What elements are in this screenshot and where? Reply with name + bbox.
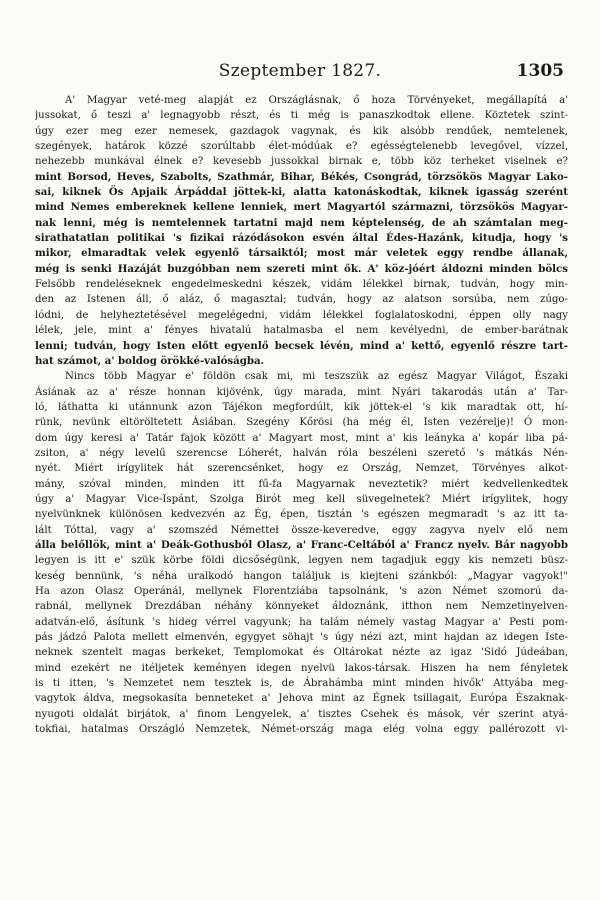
text-line: lált Tóttal, vagy a' szomszéd Németteł össze-keveredve, eggy zagyva nyelv elő nem xyxy=(35,524,568,536)
text-line-underlined: lenni; tudván, hogy Isten előtt egyenlő becsek lévén, mind a' kettő, egyenlő részre tart- xyxy=(35,339,568,352)
text-line: vagytok áldva, megsokasíta benneteket a' Jehova mint az Égnek tsillagait, Európa Északnak- xyxy=(35,693,568,705)
text-line: sirathatatlan politikai 's fizikai rázódásokon esvén által Édes-Hazánk, kitudja, hogy 's xyxy=(35,232,568,245)
text-line: adatván-elő, ásítunk 's hideg vérrel vagyunk; ha talám némely vastag Magyar a' Pesti pom- xyxy=(35,616,568,628)
text-line: ló, láthatta ki utánnunk azon Tájékon megfordúlt, kik jöttek-el 's kik maradtak ott, hí- xyxy=(35,401,568,413)
text-line: Ásiának az a' része honnan kijövénk, úgy marada, mint Nyári takarodás után a' Tar- xyxy=(35,386,568,398)
text-line: mind ezekért ne itéljetek keményen idegen nyelvü lakos-társak. Hiszen ha nem fényletek xyxy=(35,662,568,674)
text-line: zsiton, a' négy levelű szerencse Lóherét, halván róla beszéleni szerető 's mátkás Nén- xyxy=(35,447,568,459)
text-line: rabnál, mellynek Drezdában néhány könnyeket áldoznánk, itthon nem Nemzetinyelven- xyxy=(35,601,568,613)
running-title: Szeptember 1827. xyxy=(218,61,382,81)
text-line: mikor, elmaradtak velek egyenlő társaiktól; most már veletek eggy rendbe állanak, xyxy=(35,247,568,260)
text-line: mind Nemes embereknek kellene lenniek, mert Magyartól származni, törzsökös Magyar- xyxy=(35,201,568,214)
text-line: neknek szentelt magas berkeket, Templomokat és Oltárokat nézte az igaz 'Sidó Júdeában, xyxy=(35,647,568,659)
text-line: nyugoti oldalát birjátok, a' finom Lengyelek, a' tisztes Csehek és mások, vér szerint atyá- xyxy=(35,708,568,720)
page-number: 1305 xyxy=(516,61,564,81)
text-line: szegények, határok közzé szorúltabb élet-módúak e? egésségtelenebb levegővel, vízzel, xyxy=(35,141,568,153)
paragraph-2 xyxy=(35,369,568,737)
text-line: keség bennünk, 's néha uralkodó hangon találjuk is kiejteni szánkból: „Magyar vagyok!" xyxy=(35,570,568,582)
text-line: Felsőbb rendeléseknek engedelmeskedni készek, vidám lélekkel birnak, tudván, hogy min- xyxy=(35,279,568,291)
text-line: hat számot, a' boldog örökké-valóságba. xyxy=(35,354,265,367)
text-line: úgy ezer meg ezer nemesek, gazdagok vagynak, és kik alsóbb rendűek, nemtelenek, xyxy=(35,125,568,137)
text-line: is ti itten, 's Nemzetet nem tesztek is, de Ábrahámba mint minden hivők' Attyába meg- xyxy=(35,678,568,690)
text-line: legyen is itt e' szük körbe földi dicsőségünk, legyen nem tagadjuk eggy kis nemzeti büsz- xyxy=(35,555,568,567)
text-line: A' Magyar veté-meg alapját ez Országlásnak, ő hoza Törvényeket, megállapítá a' xyxy=(65,95,568,106)
text-line: mint Borsod, Heves, Szabolts, Szathmár, Bihar, Békés, Csongrád, törzsökös Magyar Lako- xyxy=(35,170,568,183)
text-line: dom úgy keresi a' Tatár fajok között a' Magyart most, mint a' kis leányka a' kopár liba pá- xyxy=(35,432,568,444)
text-line: jussokat, ő teszi a' legnagyobb részt, és ti még is panaszkodtok ellene. Köztetek szint- xyxy=(35,110,568,122)
text-line: lódni, de helyheztetésével megelégedni, vidám lélekkel foglalatoskodni, éppen olly nagy xyxy=(35,309,568,321)
text-line: pás jádzó Palota mellett elmenvén, egygyet söhajt 's úgy nézi azt, mint hajdan az idegen Iste- xyxy=(35,632,568,644)
text-line: Nincs több Magyar e' földön csak mi, mi teszszük az egész Magyar Világot, Északi xyxy=(65,371,568,383)
paragraph-1 xyxy=(35,93,568,369)
text-line: den az Istenen áll, ő aláz, ő magasztal; tudván, hogy az alatson sorsúba, nem zúgo- xyxy=(35,294,568,306)
body-text xyxy=(35,93,568,737)
text-line-underlined: álla belőllök, mint a' Deák-Gothusból Olasz, a' Franc-Celtából a' Francz nyelv. Bár nagyobb xyxy=(35,538,568,551)
text-line: úgy a' Magyar Vice-Ispánt, Szolga Birót meg kell süvegelnetek? Miért irígylitek, hogy xyxy=(35,493,568,505)
text-line: Ha azon Olasz Operánál, mellynek Florentziába tapsolnánk, 's azon Német szomorú da- xyxy=(35,586,568,597)
text-line: nyét. Miért irígylitek hát szerencsénket, hogy ez Ország, Nemzet, Törvényes alkot- xyxy=(35,463,568,475)
text-line: nyelvünknek különösen kedvezvén az Ég, épen, tisztán 's egészen megmaradt 's az itt ta- xyxy=(35,509,568,521)
text-line: tokfiai, hatalmas Országló Nemzetek, Német-ország maga elég volna eggy pallérozott vi- xyxy=(35,724,568,736)
page-header xyxy=(0,61,600,83)
text-line: mány, szóval minden, minden itt fű-fa Magyarnak neveztetik? miért kedvellenkedtek xyxy=(35,478,568,490)
text-line: nak lenni, még is nemtelennek tartatni majd nem képtelenség, de ah számtalan meg- xyxy=(35,216,568,229)
text-line: nehezebb munkával élnek e? kevesebb jussokkal birnak e, több köz terheket viselnek e? xyxy=(35,156,568,168)
text-line: lélek, jele, mint a' fényes hivatalú hatalmasba el nem kevélyedni, de ember-barátnak xyxy=(35,325,568,337)
text-line: sai, kiknek Ös Apjaik Árpáddal jöttek-ki, alatta katonáskodtak, kiknek igasság szerént xyxy=(35,186,568,199)
text-line: még is senki Hazáját buzgóbban nem szereti mint ők. A' köz-jóért áldozni minden bölcs xyxy=(35,262,568,275)
text-line: rünk, nevünk eltöröltetett Ásiában. Szegény Kőrösi (ha még él, Isten vezérelje)! Ó mon- xyxy=(35,417,568,429)
